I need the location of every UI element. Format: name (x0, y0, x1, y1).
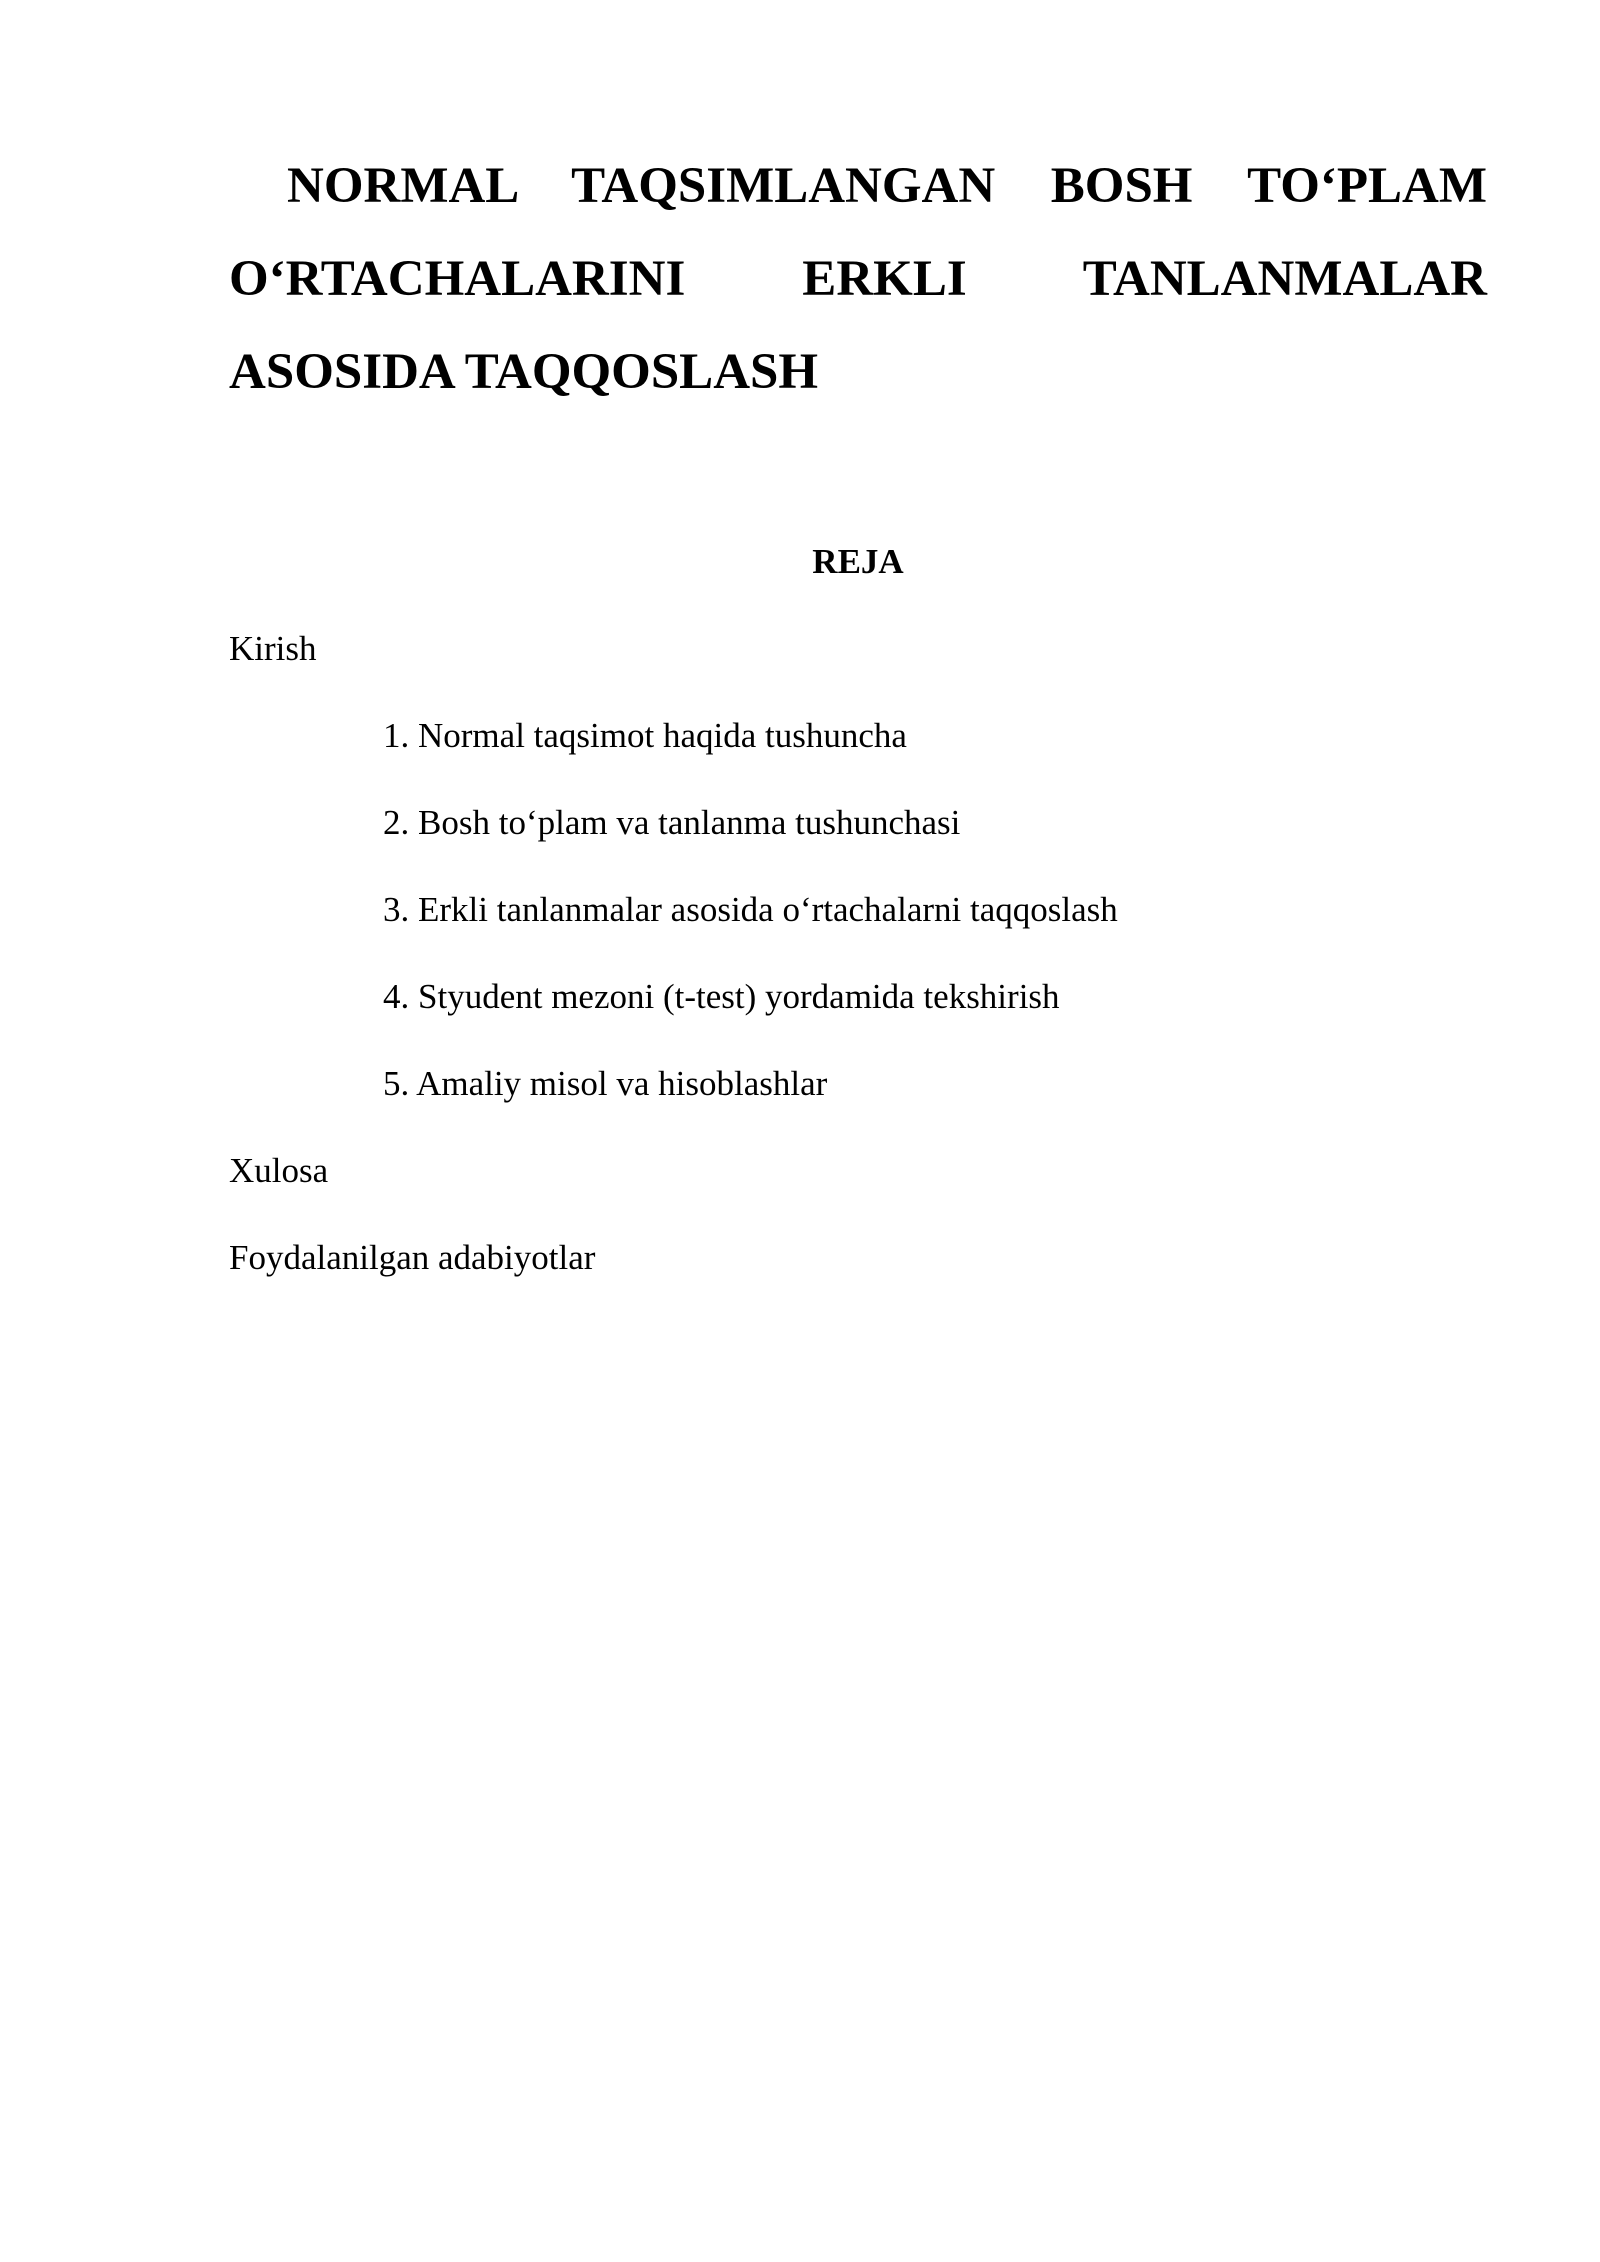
plan-item: 2. Bosh to‘plam va tanlanma tushunchasi (383, 803, 961, 842)
plan-item: 5. Amaliy misol va hisoblashlar (383, 1064, 828, 1103)
references-entry: Foydalanilgan adabiyotlar (229, 1238, 596, 1277)
document-title: NORMAL TAQSIMLANGAN BOSH TO‘PLAM O‘RTACHALARINI ERKLI TANLANMALAR ASOSIDA TAQQOSLASH (229, 158, 1487, 400)
plan-heading: REJA (812, 542, 904, 581)
conclusion-entry: Xulosa (229, 1151, 329, 1190)
plan-item: 1. Normal taqsimot haqida tushuncha (383, 716, 907, 755)
intro-entry: Kirish (229, 629, 317, 668)
plan-item: 3. Erkli tanlanmalar asosida o‘rtachalarni taqqoslash (383, 890, 1118, 929)
plan-list (383, 710, 1118, 1145)
plan-item: 4. Styudent mezoni (t-test) yordamida tekshirish (383, 977, 1060, 1016)
